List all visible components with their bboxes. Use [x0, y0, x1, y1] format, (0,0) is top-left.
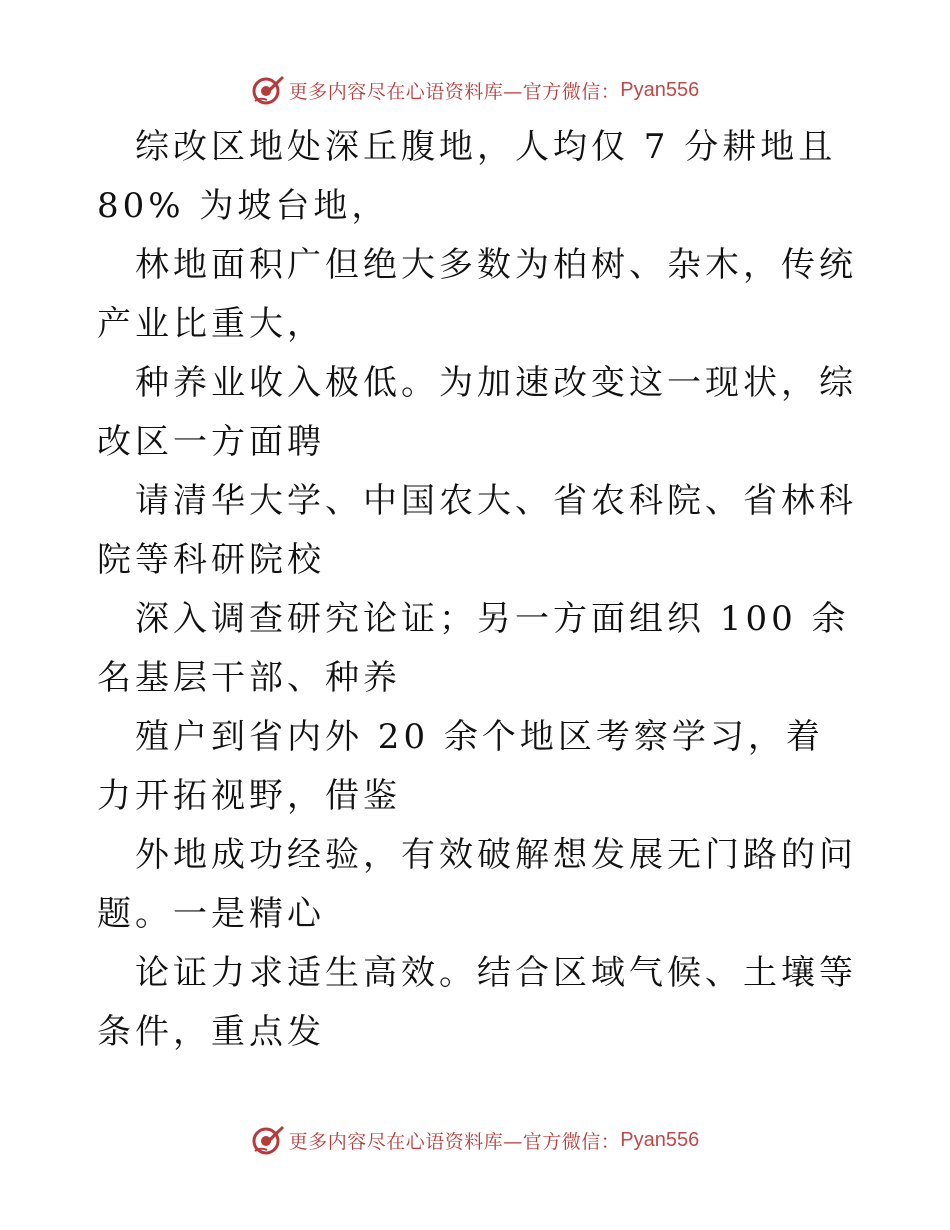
paragraph-line: 请清华大学、中国农大、省农科院、省林科院等科研院校: [97, 481, 857, 580]
quill-ink-logo-icon: [251, 1123, 285, 1157]
paragraph-line: 论证力求适生高效。结合区域气候、土壤等条件，重点发: [97, 953, 857, 1052]
footer-watermark: [0, 1120, 950, 1160]
watermark-text: 更多内容尽在心语资料库—官方微信：: [288, 1130, 621, 1153]
paragraph-line: 种养业收入极低。为加速改变这一现状，综改区一方面聘: [97, 363, 857, 462]
paragraph-line: 外地成功经验，有效破解想发展无门路的问题。一是精心: [97, 835, 857, 934]
document-body: [97, 118, 857, 1062]
quill-ink-logo-icon: [251, 73, 285, 107]
paragraph-line: 林地面积广但绝大多数为柏树、杂木，传统产业比重大，: [97, 245, 857, 344]
watermark-wechat-id: Pyan556: [620, 1128, 700, 1151]
paragraph-line: 殖户到省内外 20 余个地区考察学习，着力开拓视野，借鉴: [97, 717, 824, 816]
header-watermark: [0, 70, 950, 110]
watermark-wechat-id: Pyan556: [620, 78, 700, 101]
watermark-text: 更多内容尽在心语资料库—官方微信：: [288, 80, 621, 103]
paragraph-line: 深入调查研究论证；另一方面组织 100 余名基层干部、种养: [97, 599, 850, 698]
paragraph-line: 综改区地处深丘腹地，人均仅 7 分耕地且 80% 为坡台地，: [97, 127, 852, 226]
